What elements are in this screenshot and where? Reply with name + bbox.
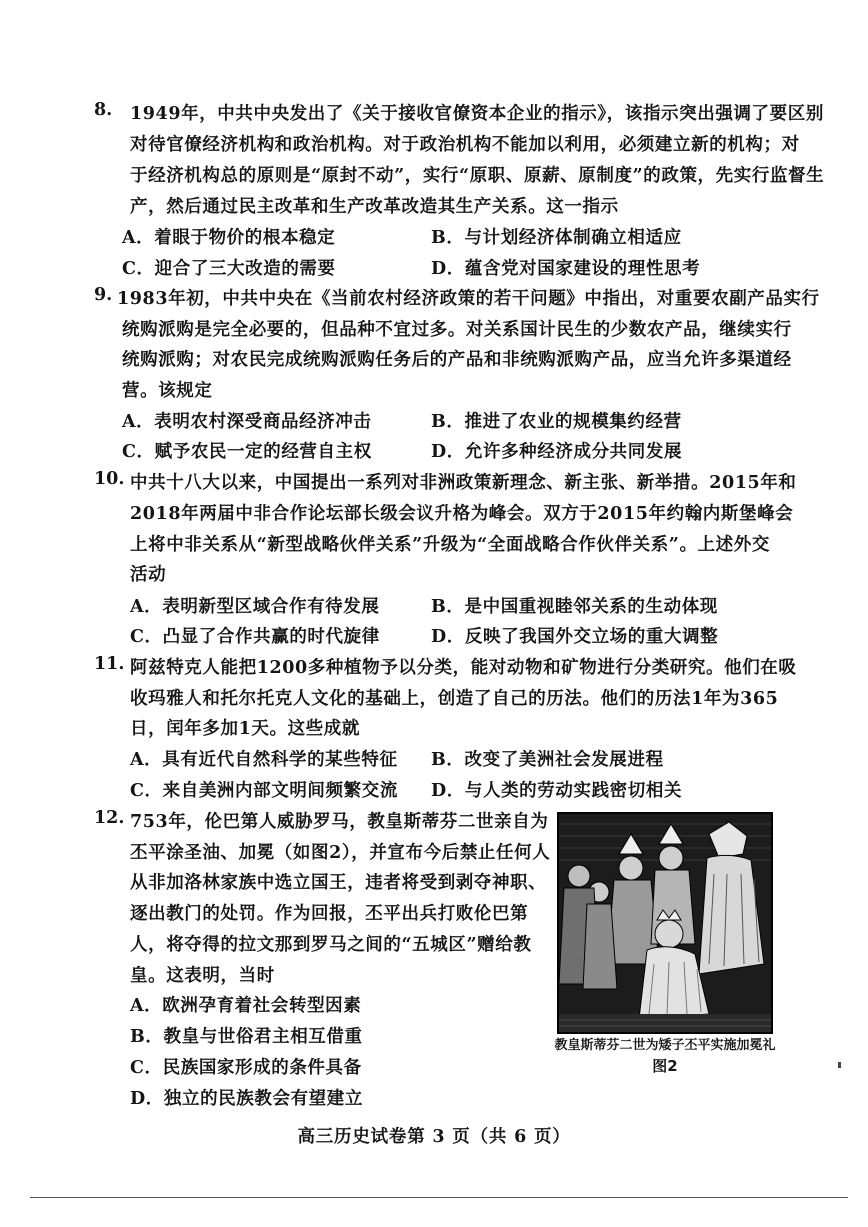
question-text-line: 中共十八大以来，中国提出一系列对非洲政策新理念、新主张、新举措。2015年和 <box>130 473 797 493</box>
option-c[interactable]: C．民族国家形成的条件具备 <box>130 1058 362 1078</box>
bottom-rule <box>30 1197 848 1198</box>
option-d[interactable]: D．独立的民族教会有望建立 <box>130 1089 363 1109</box>
option-b[interactable]: B．教皇与世俗君主相互借重 <box>130 1027 363 1047</box>
option-a[interactable]: A．表明农村深受商品经济冲击 <box>122 412 372 432</box>
option-a[interactable]: A．欧洲孕育着社会转型因素 <box>130 996 362 1016</box>
question-text-line: 日，闰年多加1天。这些成就 <box>130 719 360 739</box>
question-text-line: 对待官僚经济机构和政治机构。对于政治机构不能加以利用，必须建立新的机构；对 <box>130 135 800 155</box>
question-text-line: 丕平涂圣油、加冕（如图2），并宣布今后禁止任何人 <box>130 843 551 863</box>
question-text-line: 产，然后通过民主改革和生产改革改造其生产关系。这一指示 <box>130 197 619 217</box>
page-footer: 高三历史试卷第 3 页（共 6 页） <box>297 1127 571 1147</box>
option-c[interactable]: C．来自美洲内部文明间频繁交流 <box>130 781 398 801</box>
question-text-line: 营。该规定 <box>122 381 213 401</box>
question-number: 12. <box>94 808 125 828</box>
option-d[interactable]: D．反映了我国外交立场的重大调整 <box>431 627 719 647</box>
option-c[interactable]: C．凸显了合作共赢的时代旋律 <box>130 627 380 647</box>
question-text-line: 753年，伦巴第人威胁罗马，教皇斯蒂芬二世亲自为 <box>130 812 549 832</box>
question-text-line: 统购派购是完全必要的，但品种不宜过多。对关系国计民生的少数农产品，继续实行 <box>122 320 792 340</box>
figure-label: 图2 <box>652 1057 678 1075</box>
scan-mark <box>838 1062 841 1068</box>
question-number: 11. <box>94 654 125 674</box>
option-c[interactable]: C．迎合了三大改造的需要 <box>122 259 336 279</box>
option-c[interactable]: C．赋予农民一定的经营自主权 <box>122 442 372 462</box>
figure-caption: 教皇斯蒂芬二世为矮子丕平实施加冕礼 <box>554 1038 776 1053</box>
coronation-illustration <box>557 812 773 1034</box>
option-a[interactable]: A．着眼于物价的根本稳定 <box>122 228 336 248</box>
question-text-line: 统购派购；对农民完成统购派购任务后的产品和非统购派购产品，应当允许多渠道经 <box>122 350 792 370</box>
question-text-line: 收玛雅人和托尔托克人文化的基础上，创造了自己的历法。他们的历法1年为365 <box>130 689 779 709</box>
question-text-line: 2018年两届中非合作论坛部长级会议升格为峰会。双方于2015年约翰内斯堡峰会 <box>130 504 794 524</box>
question-text-line: 1949年，中共中央发出了《关于接收官僚资本企业的指示》，该指示突出强调了要区别 <box>130 104 824 124</box>
question-number: 9. <box>94 285 113 305</box>
question-text-line: 阿兹特克人能把1200多种植物予以分类，能对动物和矿物进行分类研究。他们在吸 <box>130 658 797 678</box>
question-number: 8. <box>94 100 113 120</box>
question-text-line: 1983年初，中共中央在《当前农村经济政策的若干问题》中指出，对重要农副产品实行 <box>117 289 820 309</box>
option-a[interactable]: A．具有近代自然科学的某些特征 <box>130 750 398 770</box>
option-b[interactable]: B．改变了美洲社会发展进程 <box>431 750 664 770</box>
question-text-line: 于经济机构总的原则是“原封不动”，实行“原职、原薪、原制度”的政策，先实行监督生 <box>130 166 825 186</box>
question-text-line: 活动 <box>130 565 167 585</box>
question-number: 10. <box>94 469 125 489</box>
option-d[interactable]: D．与人类的劳动实践密切相关 <box>431 781 683 801</box>
question-text-line: 人，将夺得的拉文那到罗马之间的“五城区”赠给教 <box>130 935 532 955</box>
option-b[interactable]: B．与计划经济体制确立相适应 <box>431 228 682 248</box>
woodcut-image <box>559 814 771 1032</box>
option-b[interactable]: B．是中国重视睦邻关系的生动体现 <box>431 597 718 617</box>
option-a[interactable]: A．表明新型区域合作有待发展 <box>130 597 380 617</box>
option-d[interactable]: D．蕴含党对国家建设的理性思考 <box>431 259 701 279</box>
question-text-line: 皇。这表明，当时 <box>130 966 275 986</box>
option-b[interactable]: B．推进了农业的规模集约经营 <box>431 412 682 432</box>
question-text-line: 上将中非关系从“新型战略伙伴关系”升级为“全面战略合作伙伴关系”。上述外交 <box>130 535 770 555</box>
option-d[interactable]: D．允许多种经济成分共同发展 <box>431 442 683 462</box>
question-text-line: 从非加洛林家族中选立国王，违者将受到剥夺神职、 <box>130 873 547 893</box>
question-text-line: 逐出教门的处罚。作为回报，丕平出兵打败伦巴第 <box>130 904 529 924</box>
